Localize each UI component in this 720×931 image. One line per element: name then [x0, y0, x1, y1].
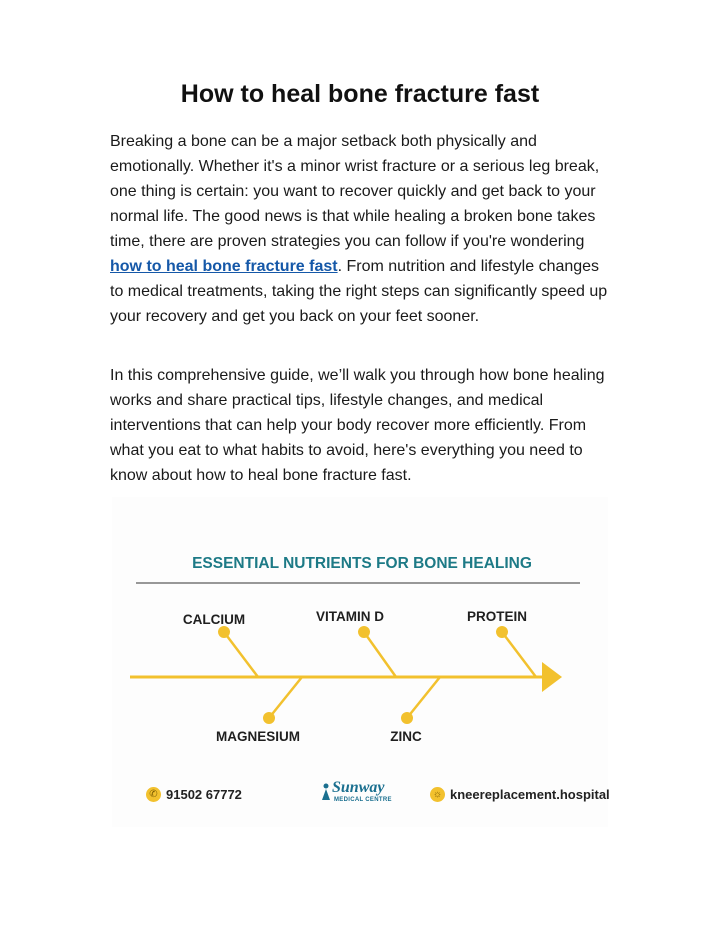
nutrient-vitamin-d: VITAMIN D — [316, 609, 384, 624]
intro-text-after-link: . From nutrition and lifestyle changes to medical treatments, taking the right steps can significantly speed up your recovery and get you back on your feet sooner. — [110, 258, 608, 325]
website-url: kneereplacement.hospital — [450, 787, 610, 802]
calcium-branch — [224, 632, 258, 677]
vitamin-d-dot — [358, 626, 370, 638]
nutrient-zinc: ZINC — [390, 729, 422, 744]
website-contact[interactable] — [430, 787, 610, 802]
nutrient-calcium: CALCIUM — [182, 612, 246, 627]
protein-dot — [496, 626, 508, 638]
guide-paragraph: In this comprehensive guide, we’ll walk you through how bone healing works and share practical tips, lifestyle changes, and medical interventions that can help your body recover more efficiently. From what you eat to what habits to avoid, here's everything you need to know about how to heal bone fracture fast. — [110, 367, 605, 484]
logo-subtitle: MEDICAL CENTRE — [334, 797, 392, 803]
fishbone-diagram — [112, 497, 608, 783]
spine-arrowhead — [542, 662, 562, 692]
logo-mark-icon — [320, 783, 332, 801]
zinc-branch — [407, 677, 440, 718]
intro-paragraph — [110, 129, 610, 329]
nutrient-protein: PROTEIN — [466, 609, 528, 624]
protein-branch — [502, 632, 536, 677]
nutrients-infographic — [112, 497, 608, 827]
infographic-footer — [112, 779, 610, 813]
phone-number: 91502 67772 — [166, 787, 242, 802]
hospital-logo — [318, 777, 398, 811]
globe-icon: ☼ — [430, 787, 445, 802]
infographic-heading: ESSENTIAL NUTRIENTS FOR BONE HEALING — [192, 555, 532, 572]
page-title: How to heal bone fracture fast — [180, 80, 540, 108]
phone-icon: ✆ — [146, 787, 161, 802]
intro-text-before-link: Breaking a bone can be a major setback both physically and emotionally. Whether it's a minor wrist fracture or a serious leg break, one thing is certain: you want to recover quickly and get back to your normal life. The good news is that while healing a broken bone takes time, there are proven strategies you can follow if you're wondering — [110, 133, 600, 250]
calcium-dot — [218, 626, 230, 638]
nutrient-magnesium: MAGNESIUM — [216, 729, 300, 744]
zinc-dot — [401, 712, 413, 724]
magnesium-dot — [263, 712, 275, 724]
logo-name: Sunway — [332, 779, 385, 796]
vitamin-d-branch — [364, 632, 396, 677]
phone-contact[interactable] — [146, 787, 242, 802]
magnesium-branch — [269, 677, 302, 718]
article-link[interactable]: how to heal bone fracture fast — [110, 258, 338, 275]
